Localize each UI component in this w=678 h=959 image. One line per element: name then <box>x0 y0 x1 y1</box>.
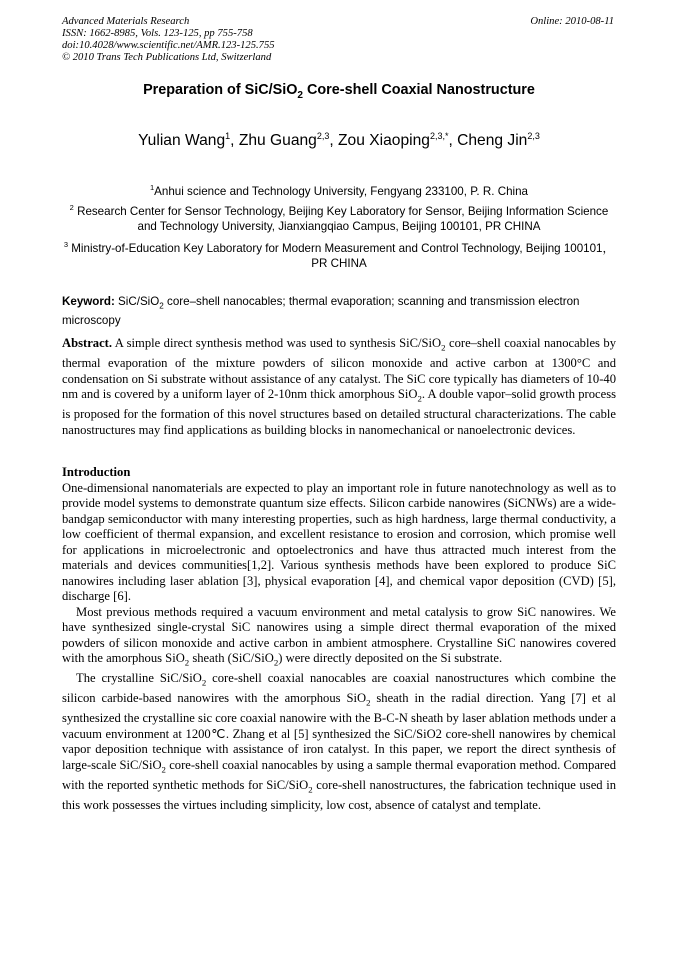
body-paragraph: Most previous methods required a vacuum environment and metal catalysis to grow SiC nanowires. We have synthesized single-crystal SiC nanowires using a simple direct thermal evaporation of the mixed powders of silicon monoxide and active carbon in ambient atmosphere. Crystalline SiC nanowires covered with the amorphous SiO$_2$ sheath (SiC/SiO$_2$) were directly deposited on the Si substrate. <box>62 604 616 668</box>
copyright-line: © 2010 Trans Tech Publications Ltd, Switzerland <box>62 52 272 63</box>
paper-title: Preparation of SiC/SiO$_2$ Core-shell Coaxial Nanostructure <box>143 82 535 101</box>
affiliation: $^2$ Research Center for Sensor Technology, Beijing Key Laboratory for Sensor, Beijing Information Science and Technology University, Jianxiangqiao Campus, Beijing 100101, PR CHINA <box>69 203 609 233</box>
author: Zhu Guang$^{2,3}$, <box>238 131 339 150</box>
issn-line: ISSN: 1662-8985, Vols. 123-125, pp 755-758 <box>62 28 253 39</box>
doi-line: doi:10.4028/www.scientific.net/AMR.123-125.755 <box>62 40 275 51</box>
keywords-label: Keyword: <box>62 295 115 308</box>
body-paragraph: One-dimensional nanomaterials are expected to play an important role in future nanotechnology as well as to provide model systems to demonstrate quantum size effects. Silicon carbide nanowires (SiCNWs) are a wide-bandgap semiconductor with many interesting properties, such as high hardness, large thermal conductivity, a low coefficient of thermal expansion, and excellent resistance to erosion and corrosion, which promise well for applications in microelectronic and optoelectronics and have thus attracted much interest from the materials and devices communities[1,2]. Various synthesis methods have been explored to produce SiC nanowires including laser ablation [3], physical evaporation [4], and chemical vapor deposition (CVD) [5], discharge [6]. <box>62 480 616 603</box>
abstract: Abstract. A simple direct synthesis method was used to synthesis SiC/SiO$_2$ core–shell coaxial nanocables by thermal evaporation of the mixture powders of silicon monoxide and active carbon at 1300°C and condensation on Si substrate without assistance of any catalyst. The SiC core typically has diameters of 10-40 nm and is covered by a uniform layer of 2-10nm thick amorphous SiO$_2$. A double vapor–solid growth process is proposed for the formation of this novel structures based on detailed structural characterizations. The cable nanostructures may find applications as building blocks in nanomechanical or nanoelectronic devices. <box>62 336 617 437</box>
affiliation: $^1$Anhui science and Technology University, Fengyang 233100, P. R. China <box>150 183 528 198</box>
abstract-label: Abstract. <box>62 336 113 350</box>
journal-name: Advanced Materials Research <box>62 16 190 27</box>
introduction-section <box>62 465 616 813</box>
author: Cheng Jin$^{2,3}$ <box>457 131 540 150</box>
keywords: Keyword: SiC/SiO$_2$ core–shell nanocables; thermal evaporation; scanning and transmission electron microscopy <box>62 295 580 328</box>
author: Yulian Wang$^1$, <box>138 131 239 150</box>
body-paragraph: The crystalline SiC/SiO$_2$ core-shell coaxial nanocables are coaxial nanostructures which combine the silicon carbide-based nanowires with the amorphous SiO$_2$ sheath in the radial direction. Yang [7] et al synthesized the crystalline sic core coaxial nanowire with the B-C-N sheath by laser ablation methods under a vacuum environment at 1200℃. Zhang et al [5] synthesized the SiC/SiO2 core-shell nanowires by chemical vapor deposition technique with assistance of iron catalyst. In this paper, we report the direct synthesis of large-scale SiC/SiO$_2$ core-shell coaxial nanocables by using a sample thermal evaporation method. Compared with the reported synthetic methods for SiC/SiO$_2$ core-shell nanostructures, the fabrication technique used in this work possesses the virtues including simplicity, low cost, absence of catalyst and template. <box>62 671 616 812</box>
author: Zou Xiaoping$^{2,3,*}$, <box>338 131 458 150</box>
author-list <box>0 131 678 150</box>
online-date: Online: 2010-08-11 <box>530 16 614 27</box>
affiliation: $^3$ Ministry-of-Education Key Laboratory for Modern Measurement and Control Technology, Beijing 100101，PR CHINA <box>63 240 615 270</box>
section-heading: Introduction <box>62 465 131 479</box>
